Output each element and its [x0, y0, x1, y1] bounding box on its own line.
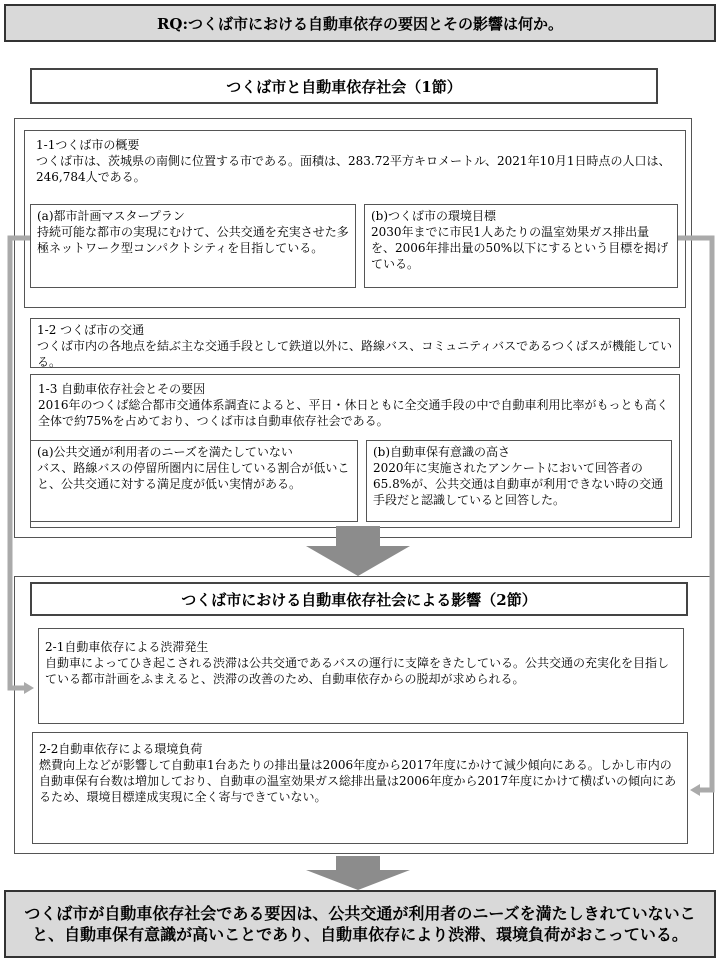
conclusion-text: つくば市が自動車依存社会である要因は、公共交通が利用者のニーズを満たしきれていないこと、自動車保有意識が高いことであり、自動車依存により渋滞、環境負荷がおこっている。	[24, 904, 696, 944]
section-1-1-b-heading: (b)つくば市の環境目標	[371, 209, 497, 223]
section-1-1-heading: 1-1つくば市の概要	[36, 138, 140, 152]
research-question-text: RQ:つくば市における自動車依存の要因とその影響は何か。	[156, 14, 564, 33]
section-2-2-body: 燃費向上などが影響して自動車1台あたりの排出量は2006年度から2017年度にかけて減少傾向にある。しかし市内の自動車保有台数は増加しており、自動車の温室効果ガス総排出量は2006年度から2017年度にかけて横ばいの傾向にあるため、環境目標達成実現に全く寄与できていない。	[39, 758, 677, 804]
section-1-1-a-heading: (a)都市計画マスタープラン	[37, 209, 185, 223]
down-arrow-2	[306, 856, 410, 890]
section-2-2-heading: 2-2自動車依存による環境負荷	[39, 742, 203, 756]
section-1-3-b-heading: (b)自動車保有意識の高さ	[373, 445, 511, 459]
section-2-1-heading: 2-1自動車依存による渋滞発生	[45, 640, 209, 654]
section-1-3-body: 2016年のつくば総合都市交通体系調査によると、平日・休日ともに全交通手段の中で自動車利用比率がもっとも高く全体で約75%を占めており、つくば市は自動車依存社会である。	[38, 398, 669, 428]
section2-title-text: つくば市における自動車依存社会による影響（2節）	[181, 590, 537, 609]
section-1-3-a-body: バス、路線バスの停留所圏内に居住している割合が低いこと、公共交通に対する満足度が低い実情がある。	[37, 461, 350, 491]
connector-left-arrowhead	[24, 682, 34, 694]
section-1-1-a-body: 持続可能な都市の実現にむけて、公共交通を充実させた多極ネットワーク型コンパクトシティを目指している。	[37, 225, 349, 255]
section-1-3-b-body: 2020年に実施されたアンケートにおいて回答者の65.8%が、公共交通は自動車が利用できない時の交通手段だと認識していると回答した。	[373, 461, 664, 507]
connector-right-arrowhead	[690, 784, 700, 796]
section-1-3-a-heading: (a)公共交通が利用者のニーズを満たしていない	[37, 445, 293, 459]
section-2-1-body: 自動車によってひき起こされる渋滞は公共交通であるバスの運行に支障をきたしている。公共交通の充実化を目指している都市計画をふまえると、渋滞の改善のため、自動車依存からの脱却が求められる。	[45, 656, 670, 686]
section-1-1-body: つくば市は、茨城県の南側に位置する市である。面積は、283.72平方キロメートル、2021年10月1日時点の人口は、246,784人である。	[36, 154, 671, 184]
section-1-3-heading: 1-3 自動車依存社会とその要因	[38, 382, 206, 396]
down-arrow-1	[306, 526, 410, 576]
section-1-1-b-body: 2030年までに市民1人あたりの温室効果ガス排出量を、2006年排出量の50%以下にするという目標を掲げている。	[371, 225, 669, 271]
connector-right	[678, 238, 712, 790]
section1-title-text: つくば市と自動車依存社会（1節）	[226, 77, 462, 96]
connector-left	[10, 238, 30, 688]
section-1-2-heading: 1-2 つくば市の交通	[37, 323, 145, 337]
section-1-2-body: つくば市内の各地点を結ぶ主な交通手段として鉄道以外に、路線バス、コミュニティバスであるつくばスが機能している。	[37, 339, 673, 369]
